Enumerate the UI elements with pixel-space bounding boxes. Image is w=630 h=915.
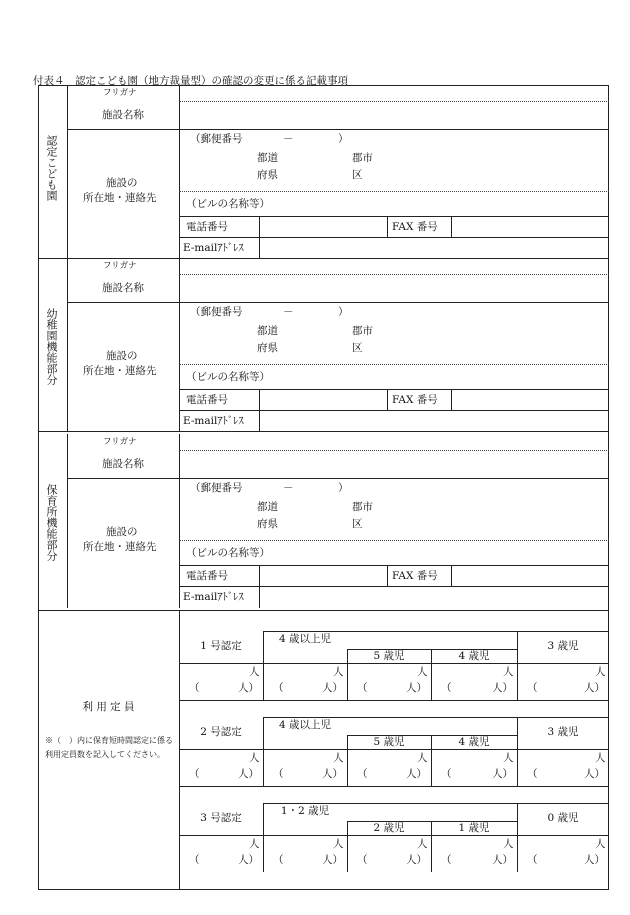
fax-label: FAX 番号 <box>392 570 438 582</box>
paren-unit: 人） <box>492 768 513 780</box>
unit-label: 人 <box>417 666 428 678</box>
paren-unit: 人） <box>406 854 427 866</box>
todo-label: 都道 <box>257 152 278 164</box>
furigana-field[interactable] <box>181 86 607 100</box>
unit-label: 人 <box>249 752 260 764</box>
grid-line <box>179 410 609 411</box>
fax-label: FAX 番号 <box>392 221 438 233</box>
unit-label: 人 <box>595 666 606 678</box>
address-contact-label: 所在地・連絡先 <box>83 365 157 377</box>
fax-field[interactable] <box>452 218 608 236</box>
grid-line <box>67 258 68 432</box>
section-label-2: 保育所機能部分 <box>45 484 58 561</box>
address-label: 施設の <box>106 350 138 362</box>
paren-open: （ <box>441 768 452 780</box>
paren-unit: 人） <box>406 682 427 694</box>
paren-unit: 人） <box>584 768 605 780</box>
postal-dash: － <box>283 306 294 318</box>
age-sub-label: 5 歳児 <box>373 736 405 748</box>
furigana-divider <box>179 101 609 102</box>
building-label: （ビルの名称等） <box>186 547 270 559</box>
postal-label: （郵便番号 <box>190 133 243 145</box>
grid-line <box>179 786 609 787</box>
tel-field[interactable] <box>260 218 386 236</box>
furigana-label: フリガナ <box>103 437 137 447</box>
facility-name-field[interactable] <box>181 276 607 300</box>
postal-close: ） <box>338 306 349 318</box>
age-sub-label: 4 歳児 <box>458 736 490 748</box>
facility-name-field[interactable] <box>181 452 607 476</box>
facility-name-label: 施設名称 <box>102 282 144 294</box>
form-title: 付表４ 認定こども園（地方裁量型）の確認の変更に係る記載事項 <box>33 75 348 87</box>
furigana-field[interactable] <box>181 435 607 449</box>
grid-line <box>517 631 609 632</box>
postal-label: （郵便番号 <box>190 482 243 494</box>
paren-open: （ <box>189 682 200 694</box>
paren-open: （ <box>527 768 538 780</box>
furigana-divider <box>179 450 609 451</box>
grid-line <box>179 586 609 587</box>
paren-unit: 人） <box>238 682 259 694</box>
capacity-type-label: 3 号認定 <box>200 812 242 824</box>
paren-unit: 人） <box>492 682 513 694</box>
gunshi-label: 郡市 <box>352 152 373 164</box>
ku-label: 区 <box>352 342 363 354</box>
email-field[interactable] <box>260 412 608 430</box>
paren-open: （ <box>273 768 284 780</box>
paren-unit: 人） <box>322 768 343 780</box>
address-divider <box>179 191 609 192</box>
unit-label: 人 <box>503 752 514 764</box>
grid-line <box>387 565 388 586</box>
email-field[interactable] <box>260 588 608 606</box>
capacity-label: 利 用 定 員 <box>82 701 135 713</box>
paren-unit: 人） <box>584 682 605 694</box>
paren-unit: 人） <box>492 854 513 866</box>
building-label: （ビルの名称等） <box>186 198 270 210</box>
age-sub-label: 5 歳児 <box>373 650 405 662</box>
email-label: E-mailｱﾄﾞﾚｽ <box>183 415 244 427</box>
grid-line <box>179 434 180 608</box>
facility-name-label: 施設名称 <box>102 109 144 121</box>
unit-label: 人 <box>595 752 606 764</box>
unit-label: 人 <box>417 838 428 850</box>
age-sub-label: 4 歳児 <box>458 650 490 662</box>
paren-open: （ <box>273 682 284 694</box>
fax-field[interactable] <box>452 391 608 409</box>
grid-line <box>38 610 609 611</box>
grid-line <box>263 717 517 718</box>
paren-open: （ <box>357 854 368 866</box>
grid-line <box>263 803 517 804</box>
todo-label: 都道 <box>257 501 278 513</box>
unit-label: 人 <box>503 838 514 850</box>
grid-line <box>179 565 609 566</box>
grid-line <box>179 85 180 259</box>
tel-label: 電話番号 <box>186 221 228 233</box>
unit-label: 人 <box>333 838 344 850</box>
gunshi-label: 郡市 <box>352 325 373 337</box>
email-field[interactable] <box>260 239 608 257</box>
paren-unit: 人） <box>406 768 427 780</box>
furigana-label: フリガナ <box>103 261 137 271</box>
paren-open: （ <box>189 854 200 866</box>
fuken-label: 府県 <box>257 169 278 181</box>
unit-label: 人 <box>249 666 260 678</box>
grid-line <box>263 631 517 632</box>
fax-label: FAX 番号 <box>392 394 438 406</box>
age-last-label: 0 歳児 <box>547 812 579 824</box>
unit-label: 人 <box>333 666 344 678</box>
paren-open: （ <box>441 854 452 866</box>
paren-unit: 人） <box>238 854 259 866</box>
address-contact-label: 所在地・連絡先 <box>83 541 157 553</box>
grid-line <box>67 129 609 130</box>
postal-dash: － <box>283 133 294 145</box>
age-group-label: 4 歳以上児 <box>278 633 332 645</box>
tel-field[interactable] <box>260 391 386 409</box>
todo-label: 都道 <box>257 325 278 337</box>
furigana-field[interactable] <box>181 259 607 273</box>
address-divider <box>179 364 609 365</box>
age-last-label: 3 歳児 <box>547 640 579 652</box>
gunshi-label: 郡市 <box>352 501 373 513</box>
paren-unit: 人） <box>584 854 605 866</box>
capacity-type-label: 1 号認定 <box>200 640 242 652</box>
section-label-1: 幼稚園機能部分 <box>45 308 58 385</box>
tel-label: 電話番号 <box>186 570 228 582</box>
age-group-label: 1・2 歳児 <box>280 805 330 817</box>
grid-line <box>67 434 68 608</box>
paren-open: （ <box>357 682 368 694</box>
unit-label: 人 <box>333 752 344 764</box>
address-label: 施設の <box>106 177 138 189</box>
grid-line <box>38 431 609 432</box>
tel-field[interactable] <box>260 567 386 585</box>
grid-line <box>179 258 180 432</box>
building-label: （ビルの名称等） <box>186 371 270 383</box>
paren-open: （ <box>527 682 538 694</box>
grid-line <box>387 216 388 237</box>
grid-line <box>387 389 388 410</box>
unit-label: 人 <box>595 838 606 850</box>
grid-line <box>179 389 609 390</box>
paren-unit: 人） <box>238 768 259 780</box>
grid-line <box>517 803 609 804</box>
postal-close: ） <box>338 482 349 494</box>
ku-label: 区 <box>352 518 363 530</box>
paren-open: （ <box>357 768 368 780</box>
grid-line <box>517 717 609 718</box>
fuken-label: 府県 <box>257 518 278 530</box>
paren-unit: 人） <box>322 854 343 866</box>
fax-field[interactable] <box>452 567 608 585</box>
grid-line <box>67 478 609 479</box>
email-label: E-mailｱﾄﾞﾚｽ <box>183 591 244 603</box>
ku-label: 区 <box>352 169 363 181</box>
furigana-divider <box>179 274 609 275</box>
unit-label: 人 <box>417 752 428 764</box>
postal-close: ） <box>338 133 349 145</box>
postal-dash: － <box>283 482 294 494</box>
facility-name-field[interactable] <box>181 103 607 127</box>
grid-line <box>179 700 609 701</box>
age-group-label: 4 歳以上児 <box>278 719 332 731</box>
unit-label: 人 <box>249 838 260 850</box>
paren-open: （ <box>273 854 284 866</box>
address-divider <box>179 540 609 541</box>
tel-label: 電話番号 <box>186 394 228 406</box>
paren-open: （ <box>441 682 452 694</box>
grid-line <box>179 237 609 238</box>
grid-line <box>67 302 609 303</box>
fuken-label: 府県 <box>257 342 278 354</box>
capacity-type-label: 2 号認定 <box>200 726 242 738</box>
age-sub-label: 2 歳児 <box>373 822 405 834</box>
address-contact-label: 所在地・連絡先 <box>83 192 157 204</box>
capacity-note: ※（ ）内に保育短時間認定に係る利用定員数を記入してください。 <box>45 736 173 759</box>
paren-open: （ <box>527 854 538 866</box>
age-last-label: 3 歳児 <box>547 726 579 738</box>
furigana-label: フリガナ <box>103 88 137 98</box>
grid-line <box>179 216 609 217</box>
address-label: 施設の <box>106 526 138 538</box>
postal-label: （郵便番号 <box>190 306 243 318</box>
email-label: E-mailｱﾄﾞﾚｽ <box>183 242 244 254</box>
age-sub-label: 1 歳児 <box>458 822 490 834</box>
grid-line <box>67 85 68 259</box>
paren-open: （ <box>189 768 200 780</box>
facility-name-label: 施設名称 <box>102 458 144 470</box>
section-label-0: 認定こども園 <box>45 135 58 201</box>
unit-label: 人 <box>503 666 514 678</box>
paren-unit: 人） <box>322 682 343 694</box>
